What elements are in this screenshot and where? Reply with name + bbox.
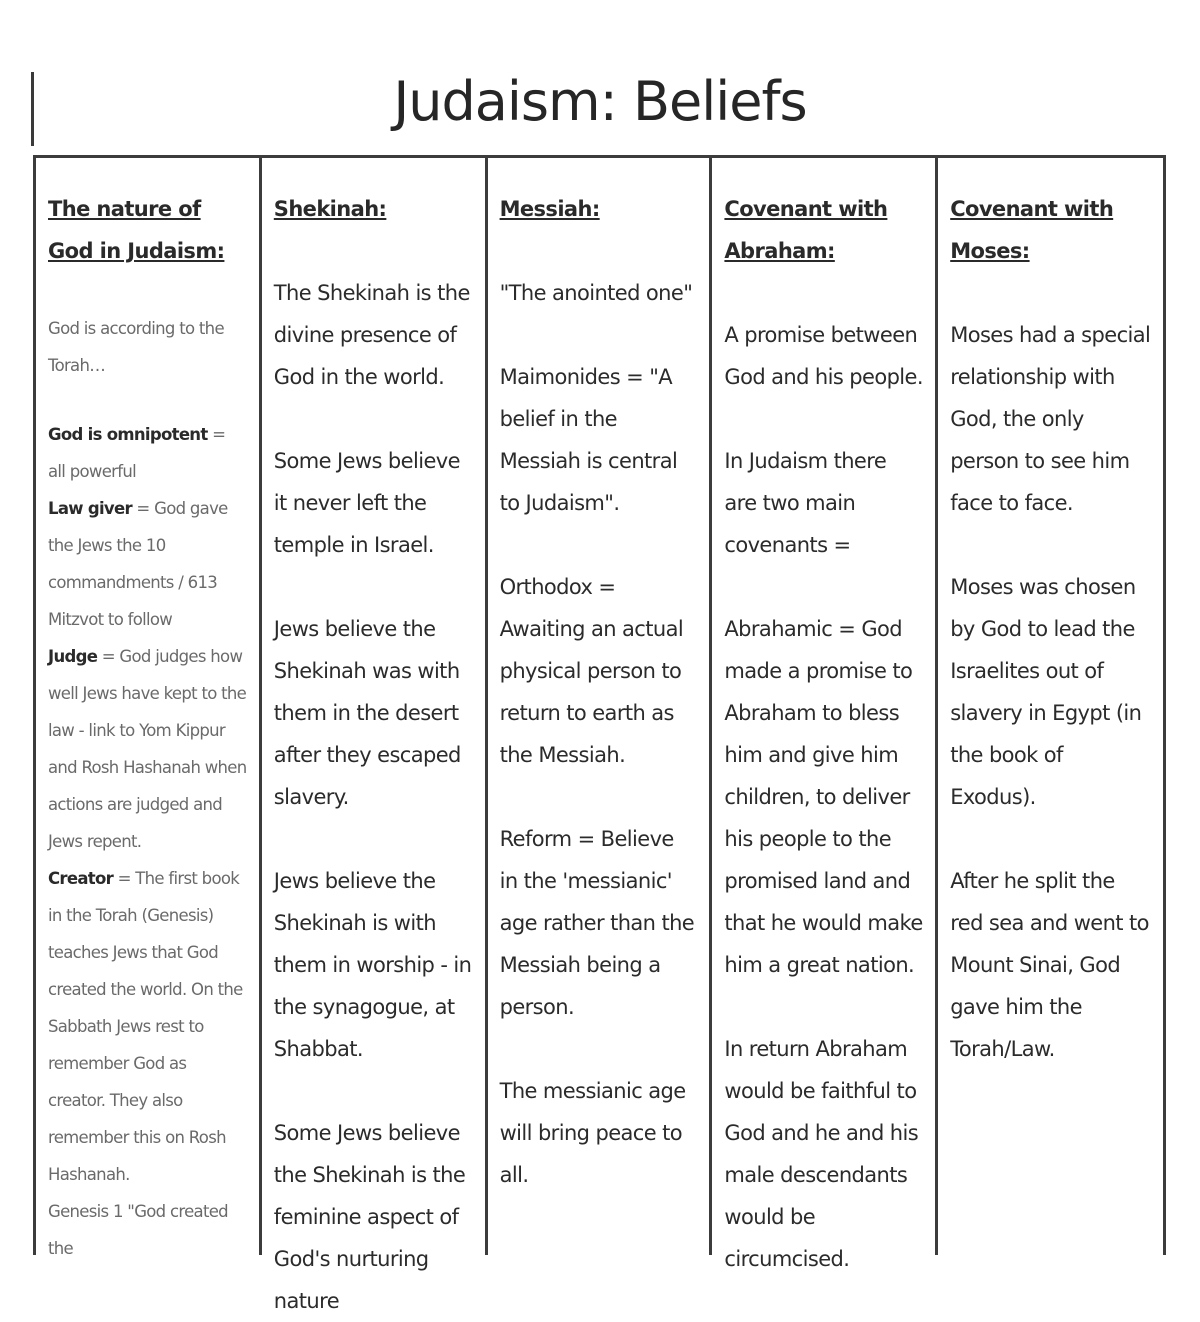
attribute-item — [48, 1193, 247, 1267]
attribute-text: = all powerful — [48, 425, 226, 481]
column-intro: God is according to the Torah… — [48, 319, 224, 375]
column-covenant-abraham — [712, 158, 938, 1271]
attribute-text: Genesis 1 "God created the — [48, 1202, 228, 1258]
column-nature-of-god — [36, 158, 262, 1258]
column-messiah — [488, 158, 713, 1255]
paragraph: In Judaism there are two main covenants = — [724, 449, 887, 557]
attribute-list — [48, 416, 247, 1267]
paragraph: Jews believe the Shekinah is with them in worship - in the synagogue, at Shabbat. — [273, 869, 472, 1061]
attribute-text: = God gave the Jews the 10 commandments / 613 Mitzvot to follow — [48, 499, 228, 629]
attribute-text: = God judges how well Jews have kept to the law - link to Yom Kippur and Rosh Hashanah when actions are judged and Jews repent. — [48, 647, 247, 851]
page-title: Judaism: Beliefs — [393, 70, 807, 133]
paragraph: "The anointed one" — [499, 281, 693, 305]
paragraph: In return Abraham would be faithful to God and he and his male descendants would be circumcised. — [724, 1037, 919, 1271]
column-heading: Messiah: — [499, 197, 600, 221]
beliefs-table — [33, 155, 1166, 1313]
paragraph: Orthodox = Awaiting an actual physical person to return to earth as the Messiah. — [499, 575, 684, 767]
paragraph: A promise between God and his people. — [724, 323, 923, 389]
column-heading: Covenant with Abraham: — [724, 197, 888, 263]
attribute-term: Creator — [48, 869, 114, 888]
paragraph: Maimonides = "A belief in the Messiah is central to Judaism". — [499, 365, 678, 515]
column-covenant-moses — [938, 158, 1163, 1255]
attribute-item — [48, 638, 247, 860]
column-heading: Shekinah: — [273, 197, 387, 221]
attribute-item — [48, 490, 247, 638]
column-heading: The nature of God in Judaism: — [48, 197, 225, 263]
attribute-item — [48, 416, 247, 490]
column-shekinah — [262, 158, 488, 1313]
paragraph: Reform = Believe in the 'messianic' age rather than the Messiah being a person. — [499, 827, 695, 1019]
paragraph: Some Jews believe it never left the temple in Israel. — [273, 449, 460, 557]
column-heading: Covenant with Moses: — [950, 197, 1114, 263]
paragraph: The Shekinah is the divine presence of God in the world. — [273, 281, 470, 389]
paragraph: Some Jews believe the Shekinah is the feminine aspect of God's nurturing nature — [273, 1121, 466, 1313]
attribute-term: Judge — [48, 647, 98, 666]
attribute-term: Law giver — [48, 499, 132, 518]
paragraph: Moses had a special relationship with God, the only person to see him face to face. — [950, 323, 1151, 515]
paragraph: Jews believe the Shekinah was with them in the desert after they escaped slavery. — [273, 617, 461, 809]
paragraph: The messianic age will bring peace to all. — [499, 1079, 686, 1187]
paragraph: After he split the red sea and went to Mount Sinai, God gave him the Torah/Law. — [950, 869, 1149, 1061]
paragraph: Moses was chosen by God to lead the Israelites out of slavery in Egypt (in the book of Exodus). — [950, 575, 1142, 809]
paragraph: Abrahamic = God made a promise to Abraham to bless him and give him children, to deliver his people to the promised land and that he would make him a great nation. — [724, 617, 923, 977]
attribute-term: God is omnipotent — [48, 425, 208, 444]
attribute-text: = The first book in the Torah (Genesis) teaches Jews that God created the world. On the Sabbath Jews rest to remember God as creator. They also remember this on Rosh Hashanah. — [48, 869, 243, 1184]
attribute-item — [48, 860, 247, 1193]
